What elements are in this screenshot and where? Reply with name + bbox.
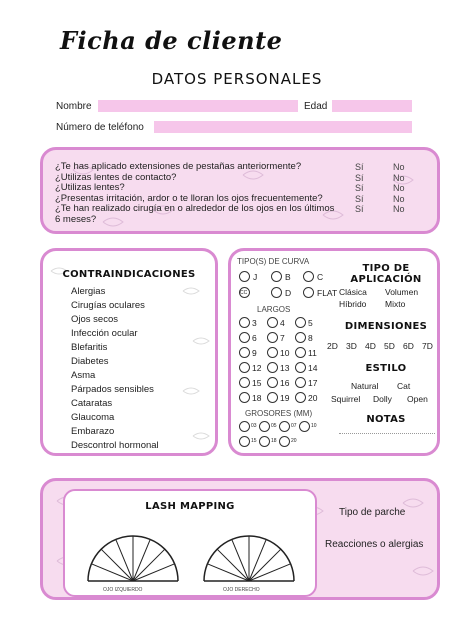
length-option: 13 <box>280 363 290 373</box>
thickness-option: 20 <box>291 438 297 444</box>
thickness-option: 15 <box>251 438 257 444</box>
no-option-5[interactable]: No <box>393 204 405 214</box>
dimension-option[interactable]: 6D <box>403 341 414 351</box>
contra-item[interactable]: Descontrol hormonal <box>71 440 159 451</box>
question-5-cont: 6 meses? <box>55 213 97 225</box>
curve-checkbox[interactable] <box>271 287 282 298</box>
contra-item[interactable]: Asma <box>71 370 96 381</box>
contra-item[interactable]: Párpados sensibles <box>71 384 154 395</box>
length-checkbox[interactable] <box>295 347 306 358</box>
contra-item[interactable]: Alergias <box>71 286 106 297</box>
length-checkbox[interactable] <box>239 362 250 373</box>
no-option-2[interactable]: No <box>393 172 405 183</box>
name-field[interactable] <box>98 100 298 112</box>
length-checkbox[interactable] <box>295 317 306 328</box>
length-option: 15 <box>252 378 262 388</box>
application-heading: TIPO DE APLICACIÓN <box>350 263 422 285</box>
reactions-label: Reacciones o alergias <box>325 539 424 550</box>
length-checkbox[interactable] <box>267 317 278 328</box>
patch-label: Tipo de parche <box>339 507 406 518</box>
length-option: 20 <box>308 393 318 403</box>
curve-checkbox[interactable] <box>303 271 314 282</box>
thickness-checkbox[interactable] <box>239 436 250 447</box>
length-option: 8 <box>308 333 313 343</box>
curve-checkbox[interactable] <box>239 271 250 282</box>
yes-option-1[interactable]: Sí <box>355 162 364 172</box>
thickness-checkbox[interactable] <box>279 436 290 447</box>
lash-options-panel <box>228 248 440 456</box>
lash-map-diagram[interactable] <box>63 489 317 597</box>
question-1: ¿Te has aplicado extensiones de pestañas anteriormente? <box>55 161 302 172</box>
length-option: 18 <box>252 393 262 403</box>
curve-option: FLAT <box>317 288 338 298</box>
right-eye-label: OJO DERECHO <box>223 587 260 593</box>
style-heading: ESTILO <box>365 363 407 374</box>
length-checkbox[interactable] <box>239 392 250 403</box>
style-open[interactable]: Open <box>407 394 428 404</box>
dimension-option[interactable]: 4D <box>365 341 376 351</box>
thickness-option: 03 <box>251 423 257 429</box>
contra-item[interactable]: Ojos secos <box>71 314 118 325</box>
option-hibrido[interactable]: Híbrido <box>339 299 367 309</box>
curve-option: J <box>253 272 258 282</box>
style-cat[interactable]: Cat <box>397 381 411 391</box>
thickness-option: 05 <box>271 423 277 429</box>
length-checkbox[interactable] <box>295 377 306 388</box>
curve-label: TIPO(S) DE CURVA <box>237 257 310 266</box>
question-2: ¿Utilizas lentes de contacto? <box>55 171 177 183</box>
curve-checkbox[interactable] <box>303 287 314 298</box>
contra-item[interactable]: Cataratas <box>71 398 113 409</box>
curve-option: B <box>285 272 291 282</box>
mapping-heading: LASH MAPPING <box>145 501 235 512</box>
length-option: 3 <box>252 318 257 328</box>
style-squirrel[interactable]: Squirrel <box>331 394 361 404</box>
contra-heading: CONTRAINDICACIONES <box>62 269 196 280</box>
no-option-3[interactable]: No <box>393 183 405 193</box>
age-field[interactable] <box>332 100 412 112</box>
length-checkbox[interactable] <box>267 332 278 343</box>
yes-option-2[interactable]: Sí <box>355 172 364 183</box>
thickness-checkbox[interactable] <box>259 436 270 447</box>
notes-heading: NOTAS <box>366 414 406 425</box>
contra-item[interactable]: Blefaritis <box>71 342 108 353</box>
length-option: 9 <box>252 348 257 358</box>
lengths-label: LARGOS <box>257 305 291 314</box>
age-label: Edad <box>304 101 328 112</box>
length-checkbox[interactable] <box>239 347 250 358</box>
curve-option: C <box>317 272 324 282</box>
contra-list <box>71 285 159 453</box>
notes-line[interactable] <box>339 433 435 434</box>
lash-ray <box>217 549 249 581</box>
lash-mapping-panel <box>40 478 440 600</box>
length-option: 19 <box>280 393 290 403</box>
curve-checkbox[interactable] <box>271 271 282 282</box>
question-3: ¿Utilizas lentes? <box>55 182 125 193</box>
length-checkbox[interactable] <box>239 332 250 343</box>
no-option-1[interactable]: No <box>393 162 405 172</box>
dimension-option[interactable]: 7D <box>422 341 433 351</box>
yes-option-3[interactable]: Sí <box>355 183 364 193</box>
thickness-checkbox[interactable] <box>279 421 290 432</box>
thickness-option: 10 <box>311 423 317 429</box>
length-option: 16 <box>280 378 290 388</box>
length-checkbox[interactable] <box>239 317 250 328</box>
questions-panel <box>40 147 440 234</box>
length-option: 4 <box>280 318 285 328</box>
lash-ray <box>133 549 165 581</box>
length-option: 6 <box>252 333 257 343</box>
length-checkbox[interactable] <box>239 377 250 388</box>
option-clasica[interactable]: Clásica <box>339 287 367 297</box>
yes-option-4[interactable]: Sí <box>355 193 364 204</box>
length-option: 5 <box>308 318 313 328</box>
thickness-label: GROSORES (MM) <box>245 409 313 418</box>
length-checkbox[interactable] <box>267 347 278 358</box>
question-5: ¿Te han realizado cirugía en o alrededor de los ojos en los últimos <box>55 203 335 214</box>
length-option: 12 <box>252 363 262 373</box>
dimensions-heading: DIMENSIONES <box>344 321 428 332</box>
dimension-option[interactable]: 5D <box>384 341 395 351</box>
form-title: Ficha de cliente <box>60 26 283 55</box>
length-checkbox[interactable] <box>295 392 306 403</box>
lash-ray <box>249 549 281 581</box>
length-option: 7 <box>280 333 285 343</box>
contra-item[interactable]: Glaucoma <box>71 412 115 423</box>
thickness-option: 18 <box>271 438 277 444</box>
thickness-checkbox[interactable] <box>259 421 270 432</box>
yes-option-5[interactable]: Sí <box>355 204 364 214</box>
question-4: ¿Presentas irritación, ardor o te lloran los ojos frecuentemente? <box>55 192 323 204</box>
length-checkbox[interactable] <box>267 392 278 403</box>
left-eye-label: OJO IZQUIERDO <box>103 587 143 593</box>
option-volumen[interactable]: Volumen <box>385 287 419 297</box>
thickness-option: 07 <box>291 423 297 429</box>
length-checkbox[interactable] <box>295 362 306 373</box>
style-dolly[interactable]: Dolly <box>373 394 392 404</box>
contra-item[interactable]: Diabetes <box>71 356 109 367</box>
length-option: 10 <box>280 348 290 358</box>
no-option-4[interactable]: No <box>393 193 405 204</box>
option-mixto[interactable]: Mixto <box>385 299 406 309</box>
dimension-option[interactable]: 3D <box>346 341 357 351</box>
lash-ray <box>101 549 133 581</box>
curve-option: D <box>285 288 292 298</box>
length-option: 17 <box>308 378 318 388</box>
length-checkbox[interactable] <box>267 377 278 388</box>
curve-option: CC <box>240 290 248 296</box>
name-label: Nombre <box>56 101 92 112</box>
length-checkbox[interactable] <box>267 362 278 373</box>
dimension-option[interactable]: 2D <box>327 341 338 351</box>
contra-item[interactable]: Embarazo <box>71 426 115 437</box>
phone-label: Número de teléfono <box>56 122 144 133</box>
length-option: 14 <box>308 363 318 373</box>
style-natural[interactable]: Natural <box>351 381 379 391</box>
length-option: 11 <box>308 348 317 358</box>
contra-item[interactable]: Infección ocular <box>71 328 138 339</box>
thickness-checkbox[interactable] <box>299 421 310 432</box>
phone-field[interactable] <box>154 121 412 133</box>
contra-item[interactable]: Cirugías oculares <box>71 300 145 311</box>
personal-data-title: DATOS PERSONALES <box>151 70 323 88</box>
contraindications-panel <box>40 248 218 456</box>
length-checkbox[interactable] <box>295 332 306 343</box>
thickness-checkbox[interactable] <box>239 421 250 432</box>
